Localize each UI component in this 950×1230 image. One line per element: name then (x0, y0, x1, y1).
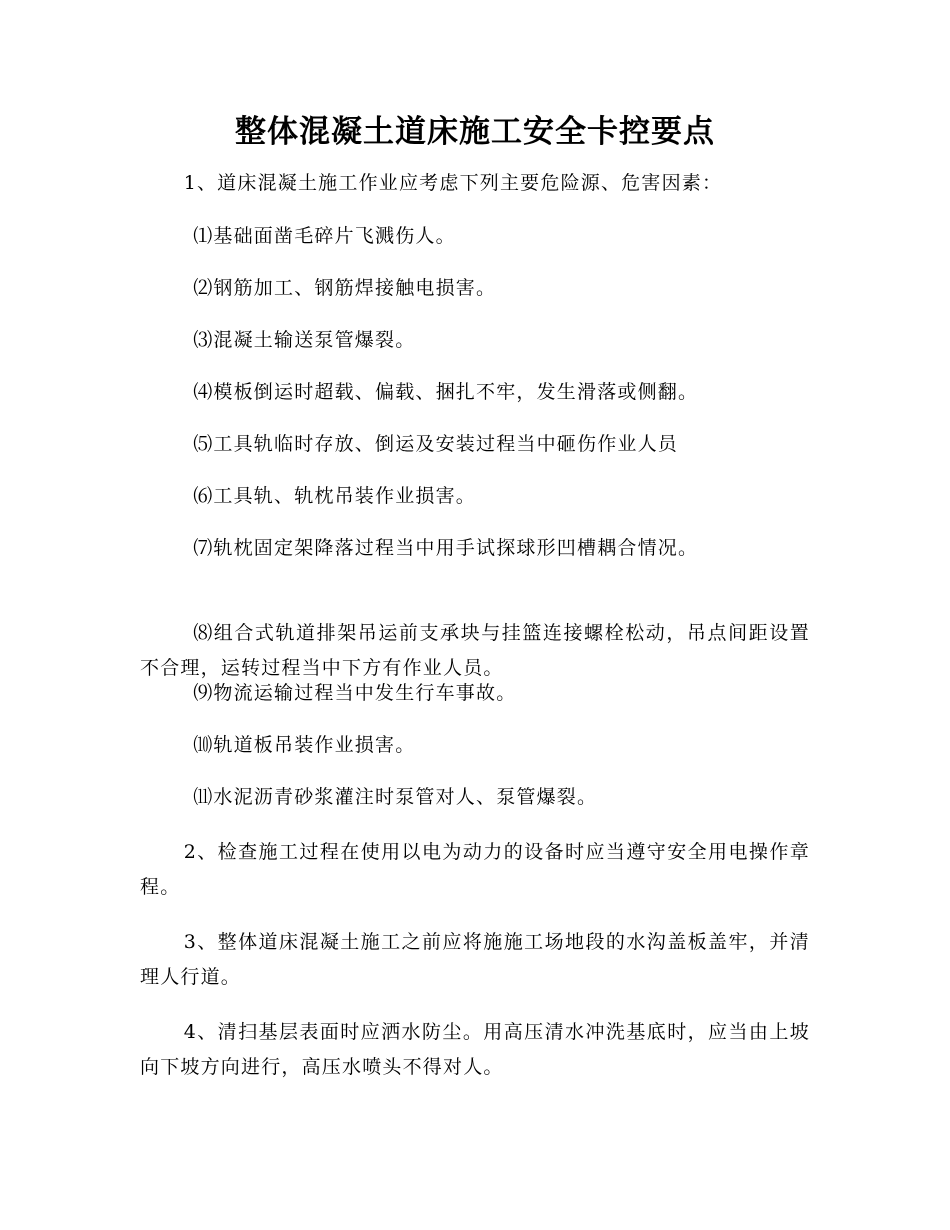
hazard-item-7: ⑺轨枕固定架降落过程当中用手试探球形凹槽耦合情况。 (193, 537, 699, 559)
paragraph-1: 1、道床混凝土施工作业应考虑下列主要危险源、危害因素： (183, 172, 723, 194)
hazard-item-5: ⑸工具轨临时存放、倒运及安装过程当中砸伤作业人员 (193, 433, 678, 455)
hazard-item-10: ⑽轨道板吊装作业损害。 (193, 734, 416, 756)
paragraph-3: 3、整体道床混凝土施工之前应将施施工场地段的水沟盖板盖牢，并清理人行道。 (140, 931, 810, 988)
hazard-item-4: ⑷模板倒运时超载、偏载、捆扎不牢，发生滑落或侧翻。 (193, 381, 699, 403)
document-title: 整体混凝土道床施工安全卡控要点 (235, 114, 715, 150)
paragraph-4: 4、清扫基层表面时应洒水防尘。用高压清水冲洗基底时，应当由上坡向下坡方向进行，高压水喷头不得对人。 (140, 1021, 810, 1078)
hazard-item-1: ⑴基础面凿毛碎片飞溅伤人。 (193, 225, 456, 247)
hazard-item-8: ⑻组合式轨道排架吊运前支承块与挂篮连接螺栓松动，吊点间距设置不合理，运转过程当中下方有作业人员。 (140, 622, 810, 679)
paragraph-2: 2、检查施工过程在使用以电为动力的设备时应当遵守安全用电操作章程。 (140, 841, 810, 898)
hazard-item-11: ⑾水泥沥青砂浆灌注时泵管对人、泵管爆裂。 (193, 786, 598, 808)
hazard-item-9: ⑼物流运输过程当中发生行车事故。 (193, 682, 517, 704)
hazard-item-6: ⑹工具轨、轨枕吊装作业损害。 (193, 485, 476, 507)
hazard-item-2: ⑵钢筋加工、钢筋焊接触电损害。 (193, 277, 497, 299)
hazard-item-3: ⑶混凝土输送泵管爆裂。 (193, 329, 416, 351)
